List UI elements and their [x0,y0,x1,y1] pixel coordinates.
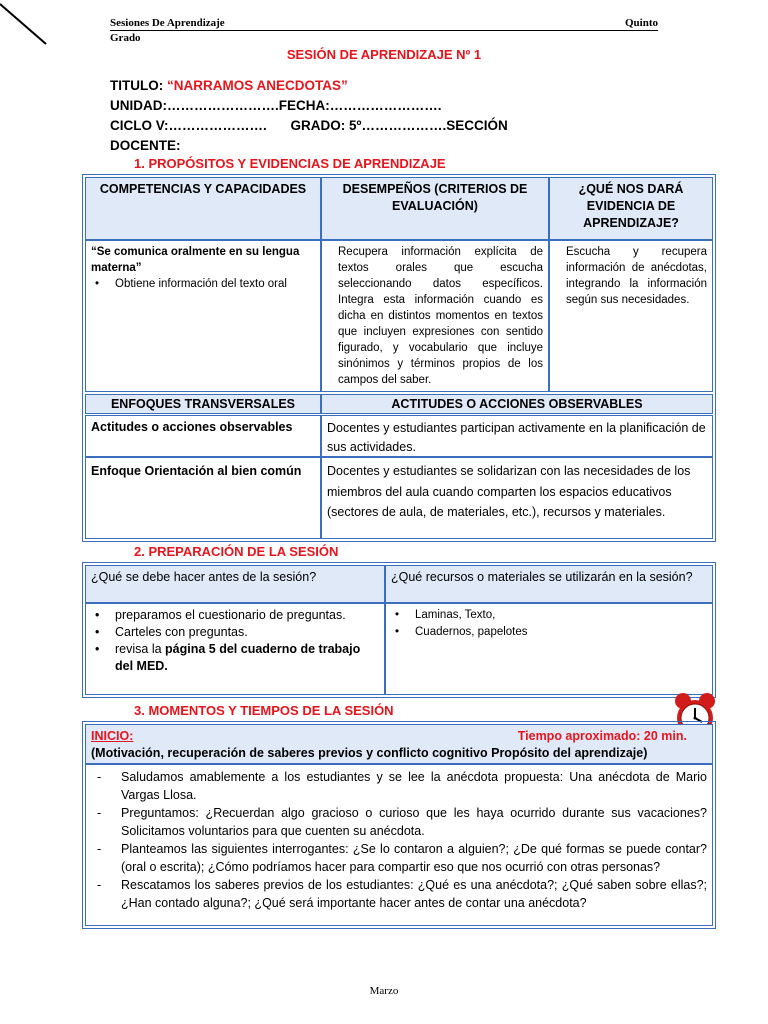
row1-label: Actitudes o acciones observables [85,415,321,457]
section1-title: 1. PROPÓSITOS Y EVIDENCIAS DE APRENDIZAJE [134,156,446,171]
header-enfoques: ENFOQUES TRANSVERSALES [85,394,321,414]
before-item-3: • revisa la página 5 del cuaderno de trabajo del MED. [91,641,379,675]
inicio-label: INICIO: [91,729,134,743]
competencia-text: “Se comunica oralmente en su lengua materna” [91,246,300,274]
header-actitudes: ACTITUDES O ACCIONES OBSERVABLES [321,394,713,414]
titulo-label: TITULO: [110,78,164,93]
document-header [110,16,658,45]
evidencia-cell [549,240,713,392]
header-left: Sesiones De Aprendizaje [110,17,225,29]
inicio-subtitle: (Motivación, recuperación de saberes previos y conflicto cognitivo Propósito del aprendizaje) [91,746,648,760]
header-competencias: COMPETENCIAS Y CAPACIDADES [85,177,321,240]
before-item-1: • preparamos el cuestionario de preguntas. [91,607,379,624]
header-right: Quinto [624,17,658,29]
inicio-content [85,764,713,926]
titulo-value: “NARRAMOS ANECDOTAS” [167,78,348,93]
section2-table [82,562,716,698]
header-desempenos: DESEMPEÑOS (CRITERIOS DE EVALUACIÓN) [321,177,549,240]
section3-title: 3. MOMENTOS Y TIEMPOS DE LA SESIÓN [134,703,394,718]
section3-table [82,721,716,929]
competencias-cell [85,240,321,392]
desempeno-text: Recupera información explícita de textos orales que escucha seleccionando datos específicos. Integra esta información cuando es dicha en distintos momentos en textos que incluyen expresiones con sentido figurado, y vocabulario que incluye sinónimos y términos propios de los campos del saber. [338,246,543,386]
unidad-line: UNIDAD:…………………….FECHA:……………………. [110,98,442,113]
row2-label: Enfoque Orientación al bien común [85,457,321,539]
header-line2: Grado [110,32,141,44]
evidencia-text: Escucha y recupera información de anécdotas, integrando la información según sus necesidades. [566,246,707,306]
footer-month: Marzo [369,985,399,997]
row1-value: Docentes y estudiantes participan activamente en la planificación de sus actividades. [321,415,713,457]
before-item-2: • Carteles con preguntas. [91,624,379,641]
desempeno-cell [321,240,549,392]
inicio-item-4: - Rescatamos los saberes previos de los estudiantes: ¿Qué es una anécdota?; ¿Qué saben sobre ellas?; ¿Han contado alguna?; ¿Qué será importante hacer antes de contar una anécdota? [91,876,707,912]
session-meta [110,76,508,156]
capacidad-item: • Obtiene información del texto oral [91,276,315,292]
header-before-session: ¿Qué se debe hacer antes de la sesión? [85,565,385,603]
ciclo-line: CICLO V:…………………. [110,118,267,133]
tiempo-label: Tiempo aproximado: 20 min. [517,729,687,743]
docente-line: DOCENTE: [110,138,181,153]
header-evidencia: ¿QUÉ NOS DARÁ EVIDENCIA DE APRENDIZAJE? [549,177,713,240]
session-title: SESIÓN DE APRENDIZAJE Nº 1 [286,47,482,62]
before-session-cell [85,603,385,695]
section1-table [82,174,716,542]
material-item-2: • Cuadernos, papelotes [391,624,707,641]
inicio-header [85,724,713,764]
header-materials: ¿Qué recursos o materiales se utilizarán en la sesión? [385,565,713,603]
section2-title: 2. PREPARACIÓN DE LA SESIÓN [134,544,339,559]
inicio-item-1: - Saludamos amablemente a los estudiantes y se lee la anécdota propuesta: Una anécdota de Mario Vargas Llosa. [91,768,707,804]
inicio-item-3: - Planteamos las siguientes interrogantes: ¿Se lo contaron a alguien?; ¿De qué formas se puede contar? (oral o escrita); ¿Cómo podríamos hacer para compartir eso que nos ocurrió con otras personas? [91,840,707,876]
grado-line: GRADO: 5º……………….SECCIÓN [290,118,508,133]
materials-cell [385,603,713,695]
corner-line-decoration [0,0,60,50]
inicio-item-2: - Preguntamos: ¿Recuerdan algo gracioso o curioso que les haya ocurrido durante sus vacaciones? Solicitamos voluntarios para que cuenten su anécdota. [91,804,707,840]
material-item-1: • Laminas, Texto, [391,607,707,624]
row2-value: Docentes y estudiantes se solidarizan con las necesidades de los miembros del aula cuando comparten los espacios educativos (sectores de aula, de materiales, etc.), recursos y materiales. [321,457,713,539]
